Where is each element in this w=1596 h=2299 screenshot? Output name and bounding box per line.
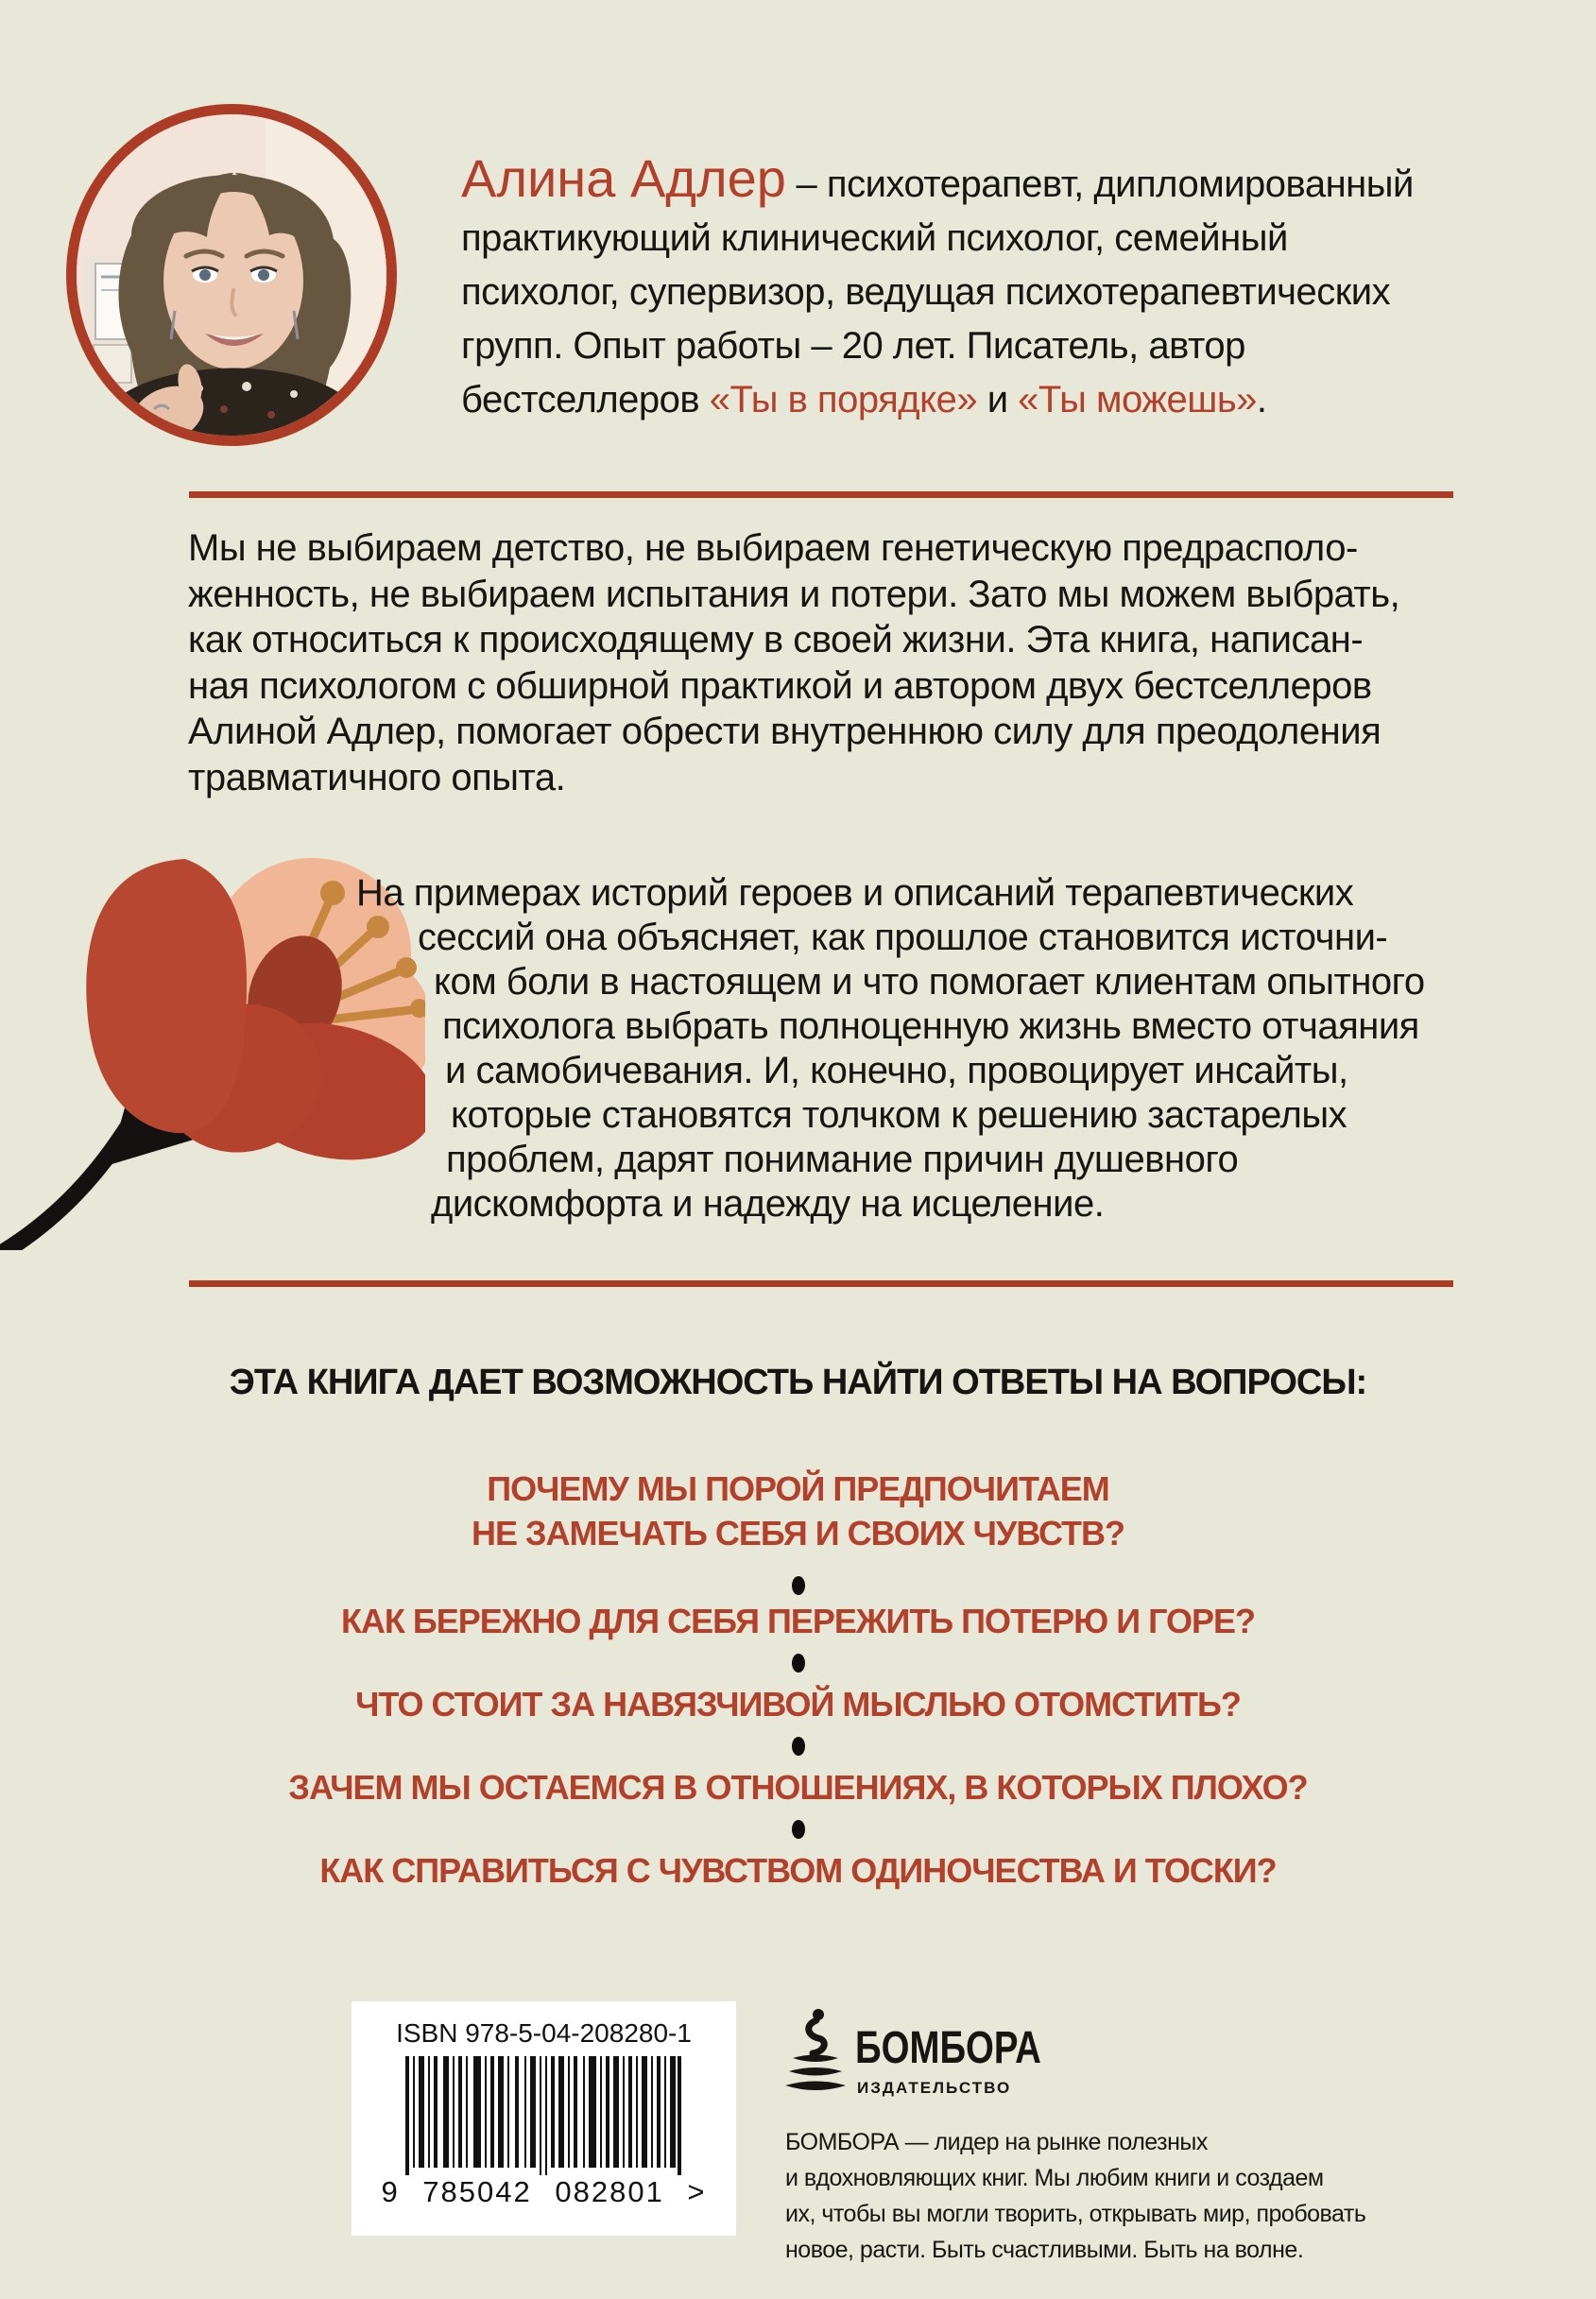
questions-heading: ЭТА КНИГА ДАЕТ ВОЗМОЖНОСТЬ НАЙТИ ОТВЕТЫ НА ВОПРОСЫ:	[229, 1363, 1367, 1402]
separator-dot-icon	[792, 1654, 805, 1673]
divider-rule	[189, 1280, 1453, 1287]
question-item: ПОЧЕМУ МЫ ПОРОЙ ПРЕДПОЧИТАЕМ НЕ ЗАМЕЧАТЬ СЕБЯ И СВОИХ ЧУВСТВ?	[471, 1469, 1125, 1553]
publisher-subtitle: ИЗДАТЕЛЬСТВО	[857, 2079, 1012, 2097]
separator-dot-icon	[792, 1820, 805, 1839]
bombora-logo-icon	[783, 2007, 847, 2105]
author-name: Алина Адлер	[461, 148, 786, 208]
publisher-about: БОМБОРА — лидер на рынке полезных и вдохновляющих книг. Мы любим книги и создаем их, чтобы вы могли творить, открывать мир, пробовать новое, расти. Быть счастливыми. Быть на волне.	[785, 2129, 1366, 2263]
book-title-2: «Ты можешь»	[1018, 379, 1257, 420]
bio-line: групп. Опыт работы – 20 лет. Писатель, автор	[461, 325, 1245, 367]
bio-line: практикующий клинический психолог, семейный	[461, 217, 1288, 259]
divider-rule	[189, 491, 1453, 498]
therapy-paragraph: На примерах историй героев и описаний терапевтических сессий она объясняет, как прошлое становится источни- ком боли в настоящем и что помогает клиентам опытного психолога выбрать полноценную жизнь вместо отчаяния и самобичевания. И, конечно, провоцирует инсайты, которые становятся толчком к решению застарелых проблем, дарят понимание причин душевного дискомфорта и надежду на исцеление.	[356, 872, 1425, 1225]
isbn-label: ISBN 978-5-04-208280-1	[396, 2018, 692, 2048]
bio-line: психолог, супервизор, ведущая психотерапевтических	[461, 271, 1391, 313]
separator-dot-icon	[792, 1576, 805, 1595]
author-bio	[461, 148, 1414, 427]
barcode-panel	[352, 2001, 736, 2236]
question-item: КАК БЕРЕЖНО ДЛЯ СЕБЯ ПЕРЕЖИТЬ ПОТЕРЮ И ГОРЕ?	[340, 1602, 1256, 1640]
annotation-paragraph: Мы не выбираем детство, не выбираем генетическую предрасполо- женность, не выбираем испытания и потери. Зато мы можем выбрать, как относиться к происходящему в своей жизни. Эта книга, написан- ная психологом с обширной практикой и автором двух бестселлеров Алиной Адлер, помогает обрести внутреннюю силу для преодоления травматичного опыта.	[188, 527, 1400, 798]
bio-line: бестселлеров «Ты в порядке» и «Ты можешь».	[461, 379, 1267, 420]
bio-text: – психотерапевт, дипломированный	[785, 163, 1414, 205]
question-item: ЗАЧЕМ МЫ ОСТАЕМСЯ В ОТНОШЕНИЯХ, В КОТОРЫХ ПЛОХО?	[288, 1768, 1308, 1807]
separator-dot-icon	[792, 1737, 805, 1756]
publisher-name: БОМБОРА	[855, 2023, 1041, 2073]
barcode	[405, 2056, 681, 2180]
author-portrait-illustration	[77, 114, 386, 436]
question-item: ЧТО СТОИТ ЗА НАВЯЗЧИВОЙ МЫСЛЬЮ ОТОМСТИТЬ?	[355, 1685, 1241, 1724]
book-title-1: «Ты в порядке»	[709, 379, 978, 420]
question-item: КАК СПРАВИТЬСЯ С ЧУВСТВОМ ОДИНОЧЕСТВА И ТОСКИ?	[319, 1851, 1277, 1890]
barcode-digits: 9 785042 082801 >	[381, 2175, 707, 2208]
bio-line	[461, 148, 1414, 212]
author-photo	[66, 104, 397, 446]
